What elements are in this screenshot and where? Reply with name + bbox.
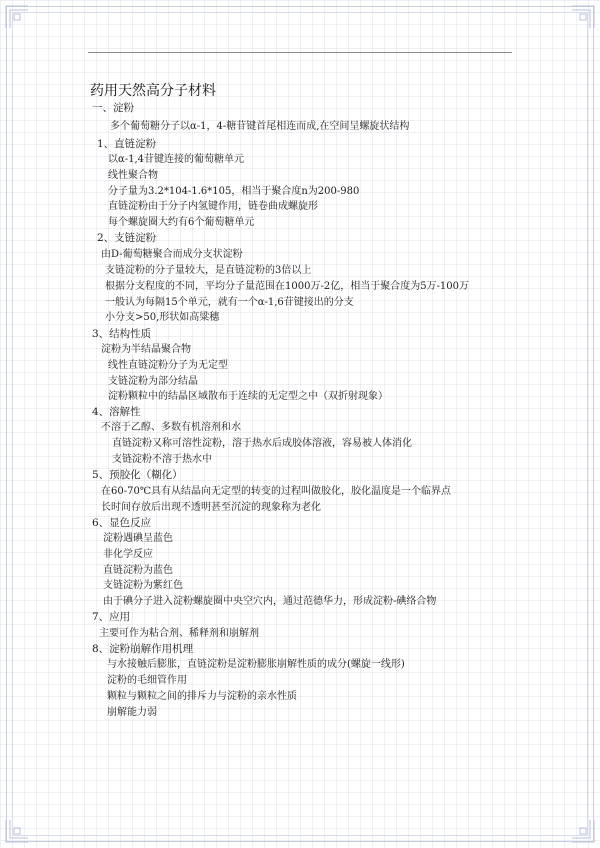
text-line: 与水接触后膨胀，直链淀粉是淀粉膨胀崩解性质的成分(螺旋一线形) xyxy=(107,659,405,670)
page-border-inner xyxy=(12,12,588,836)
text-line: 长时间存放后出现不透明甚至沉淀的现象称为老化 xyxy=(101,502,321,513)
corner-ornament xyxy=(4,818,30,844)
subsection-heading: 3、结构性质 xyxy=(92,328,152,340)
text-line: 不溶于乙醇、多数有机溶剂和水 xyxy=(101,422,241,433)
section-heading: 一、淀粉 xyxy=(92,102,134,114)
header-rule xyxy=(88,52,512,53)
corner-ornament xyxy=(4,4,30,30)
text-line: 线性直链淀粉分子为无定型 xyxy=(108,360,228,371)
text-line: 一般认为每隔15个单元，就有一个α-1,6苷键接出的分支 xyxy=(105,297,354,308)
subsection-heading: 1、直链淀粉 xyxy=(97,138,157,150)
subsection-heading: 8、淀粉崩解作用机理 xyxy=(92,643,194,655)
text-line: 直链淀粉又称可溶性淀粉，溶于热水后成胶体溶液，容易被人体消化 xyxy=(112,438,412,449)
text-line: 支链淀粉为紫红色 xyxy=(103,580,183,591)
text-line: 直链淀粉由于分子内氢键作用，链卷曲成螺旋形 xyxy=(108,201,318,212)
text-line: 支链淀粉不溶于热水中 xyxy=(112,454,212,465)
text-line: 直链淀粉为蓝色 xyxy=(103,565,173,576)
text-line: 颗粒与颗粒之间的排斥力与淀粉的亲水性质 xyxy=(107,691,297,702)
corner-ornament xyxy=(570,4,596,30)
text-line: 支链淀粉的分子量较大，是直链淀粉的3倍以上 xyxy=(105,265,312,276)
text-line: 小分支>50,形状如高粱穗 xyxy=(105,312,220,323)
text-line: 崩解能力弱 xyxy=(107,707,157,718)
text-line: 主要可作为粘合剂、稀释剂和崩解剂 xyxy=(99,628,259,639)
text-line: 淀粉的毛细管作用 xyxy=(107,675,187,686)
document-title: 药用天然高分子材料 xyxy=(90,83,216,99)
text-line: 线性聚合物 xyxy=(108,170,158,181)
text-line: 以α-1,4苷键连接的葡萄糖单元 xyxy=(108,154,245,165)
subsection-heading: 4、溶解性 xyxy=(92,406,141,418)
text-line: 每个螺旋圈大约有6个葡萄糖单元 xyxy=(108,217,255,228)
text-line: 由于碘分子进入淀粉螺旋圈中央空穴内，通过范德华力，形成淀粉-碘络合物 xyxy=(103,596,437,607)
subsection-heading: 6、显色反应 xyxy=(92,517,152,529)
text-line: 由D-葡萄糖聚合而成分支状淀粉 xyxy=(101,249,243,260)
text-line: 根据分支程度的不同，平均分子量范围在1000万-2亿，相当于聚合度为5万-100万 xyxy=(105,281,470,292)
text-line: 多个葡萄糖分子以α-1，4-糖苷键首尾相连而成,在空间呈螺旋状结构 xyxy=(110,121,410,132)
subsection-heading: 7、应用 xyxy=(92,611,131,623)
text-line: 淀粉颗粒中的结晶区域散布于连续的无定型之中（双折射现象） xyxy=(108,391,388,402)
subsection-heading: 5、预胶化（糊化） xyxy=(92,469,183,481)
text-line: 分子量为3.2*104-1.6*105，相当于聚合度n为200-980 xyxy=(108,186,360,197)
text-line: 非化学反应 xyxy=(103,549,153,560)
text-line: 支链淀粉为部分结晶 xyxy=(108,376,198,387)
text-line: 淀粉为半结晶聚合物 xyxy=(101,344,191,355)
text-line: 在60-70℃具有从结晶向无定型的转变的过程叫做胶化，胶化温度是一个临界点 xyxy=(101,486,452,497)
text-line: 淀粉遇碘呈蓝色 xyxy=(103,533,173,544)
corner-ornament xyxy=(570,818,596,844)
subsection-heading: 2、支链淀粉 xyxy=(97,232,157,244)
